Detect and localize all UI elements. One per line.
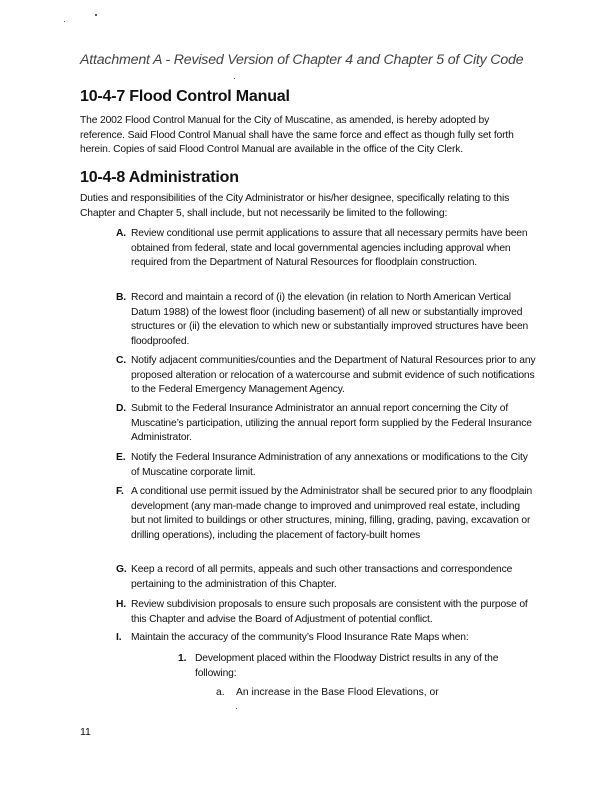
page-number: 11 [80, 726, 91, 738]
scan-speck [234, 78, 235, 79]
list-label: E. [116, 452, 126, 463]
list-text: Review conditional use permit applications to assure that all necessary permits have been obtained from federal, state and local governmental agencies including approval when required from the Department of Natural Resources for floodplain construction. [131, 228, 528, 269]
list-text: Keep a record of all permits, appeals and such other transactions and correspondence pertaining to the administration of this Chapter. [131, 564, 513, 590]
list-item-f [116, 485, 536, 543]
list-label: A. [116, 228, 126, 239]
list-item-a [116, 227, 536, 271]
list-label: G. [116, 564, 127, 575]
list-item-c [116, 354, 536, 398]
list-text: Record and maintain a record of (i) the elevation (in relation to North American Vertical Datum 1988) of the lowest floor (including basement) of all new or substantially improved structures or (ii) the elevation to which new or substantially improved structures have been floodproofed. [131, 292, 529, 347]
sub-sub-list-item-a [216, 686, 536, 701]
list-text: Notify the Federal Insurance Administration of any annexations or modifications to the City of Muscatine corporate limit. [131, 452, 528, 478]
list-label: I. [116, 632, 122, 643]
list-text: Review subdivision proposals to ensure such proposals are consistent with the purpose of this Chapter and advise the Board of Adjustment of potential conflict. [131, 599, 528, 625]
list-label: H. [116, 599, 126, 610]
scan-speck [64, 21, 65, 22]
list-text: Submit to the Federal Insurance Administrator an annual report concerning the City of Muscatine’s participation, utilizing the annual report form supplied by the Federal Insurance Administrator. [131, 403, 532, 444]
list-label: C. [116, 355, 126, 366]
scan-speck [236, 708, 237, 709]
sub-list-item-1 [178, 652, 538, 681]
list-text: Notify adjacent communities/counties and the Department of Natural Resources prior to any proposed alteration or relocation of a watercourse and submit evidence of such notifications to the Federal Emergency Management Agency. [131, 355, 536, 396]
section-heading-administration: 10-4-8 Administration [80, 169, 239, 186]
list-text: Development placed within the Floodway District results in any of the following: [195, 653, 499, 679]
list-item-g [116, 563, 536, 592]
list-text: Maintain the accuracy of the community’s Flood Insurance Rate Maps when: [131, 632, 469, 643]
list-text: A conditional use permit issued by the Administrator shall be secured prior to any floodplain development (any man-made change to improved and unimproved real estate, including but not limited to buildings or other structures, mining, filling, grading, paving, excavation or drilling operations), including the placement of factory-built homes [131, 486, 533, 541]
list-item-d [116, 402, 536, 446]
list-item-h [116, 598, 536, 627]
list-label: F. [116, 486, 124, 497]
scan-speck [95, 14, 97, 16]
list-label: a. [216, 687, 225, 698]
section-heading-flood-control-manual: 10-4-7 Flood Control Manual [80, 88, 290, 105]
list-item-i [116, 631, 536, 646]
list-label: B. [116, 292, 126, 303]
document-header: Attachment A - Revised Version of Chapter 4 and Chapter 5 of City Code [80, 52, 524, 68]
list-label: D. [116, 403, 126, 414]
administration-intro: Duties and responsibilities of the City Administrator or his/her designee, specifically relating to this Chapter and Chapter 5, shall include, but not necessarily be limited to the following: [80, 193, 510, 219]
list-text: An increase in the Base Flood Elevations, or [236, 687, 439, 698]
list-item-b [116, 291, 536, 349]
section-body-flood-control-manual: The 2002 Flood Control Manual for the City of Muscatine, as amended, is hereby adopted by reference. Said Flood Control Manual shall have the same force and effect as though fully set forth herein. Copies of said Flood Control Manual are available in the office of the City Clerk. [80, 115, 514, 156]
list-item-e [116, 451, 536, 480]
list-label: 1. [178, 653, 187, 664]
